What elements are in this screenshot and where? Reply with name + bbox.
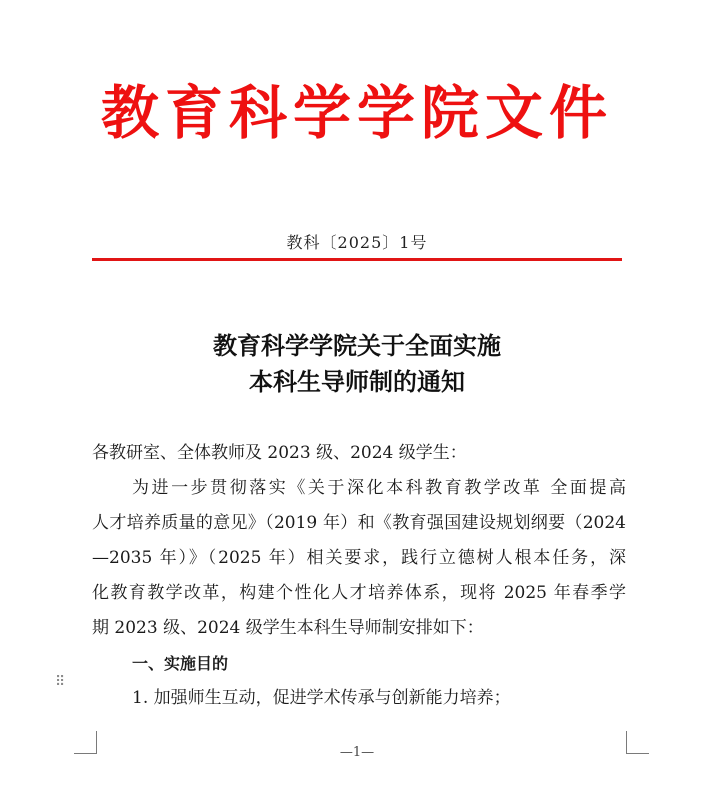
page-number: —1— <box>339 745 375 760</box>
paragraph-line[interactable]: 人才培养质量的意见》（2019 年）和《教育强国建设规划纲要（2024 <box>92 513 626 533</box>
red-divider-line <box>92 258 622 261</box>
salutation[interactable]: 各教研室、全体教师及 2023 级、2024 级学生： <box>92 443 467 463</box>
notice-title-line-2: 本科生导师制的通知 <box>249 368 465 396</box>
notice-title <box>0 328 714 400</box>
paragraph-line[interactable]: 为进一步贯彻落实《关于深化本科教育教学改革 全面提高 <box>132 478 626 498</box>
notice-title-line-1: 教育科学学院关于全面实施 <box>213 332 501 360</box>
document-body[interactable] <box>92 436 626 716</box>
paragraph-line[interactable]: 期 2023 级、2024 级学生本科生导师制安排如下： <box>92 618 484 638</box>
paragraph-line[interactable]: —2035 年）》（2025 年）相关要求，践行立德树人根本任务，深 <box>92 548 626 568</box>
section-heading[interactable]: 一、实施目的 <box>132 654 229 673</box>
drag-handle-icon[interactable]: ⠿ <box>55 674 66 690</box>
list-item[interactable]: 1. 加强师生互动，促进学术传承与创新能力培养； <box>132 688 511 708</box>
org-file-title: 教育科学学院文件 <box>100 79 613 147</box>
paragraph-line[interactable]: 化教育教学改革，构建个性化人才培养体系，现将 2025 年春季学 <box>92 583 626 603</box>
document-number: 教科〔2025〕1号 <box>286 233 428 252</box>
